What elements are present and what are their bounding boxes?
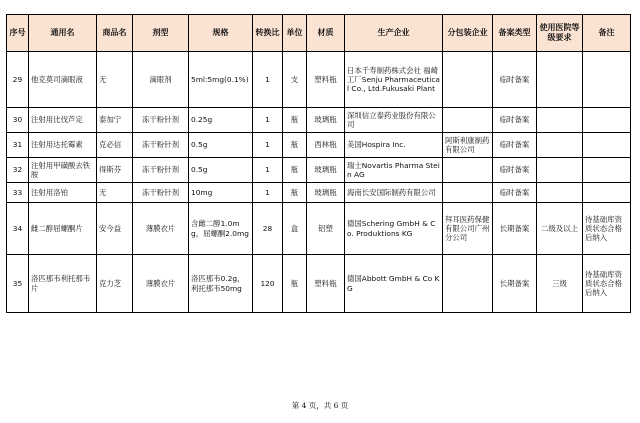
cell-no: 35 [7,255,29,313]
cell-generic-name: 注射用洛铂 [29,183,97,203]
cell-manufacturer: 深圳信立泰药业股份有限公司 [345,108,443,133]
header-conversion-ratio: 转换比 [253,15,283,52]
cell-unit: 支 [283,52,307,108]
cell-unit: 瓶 [283,183,307,203]
cell-no: 34 [7,203,29,255]
cell-packager [443,183,493,203]
cell-generic-name: 注射用达托霉素 [29,133,97,158]
cell-conversion-ratio: 1 [253,158,283,183]
cell-generic-name: 注射用甲磺酸去铁胺 [29,158,97,183]
cell-filing-type: 长期备案 [493,203,537,255]
cell-specification: 0.5g [189,158,253,183]
cell-material: 玻璃瓶 [307,108,345,133]
cell-conversion-ratio: 28 [253,203,283,255]
cell-no: 29 [7,52,29,108]
drug-filing-table-container [6,14,631,313]
cell-generic-name: 注射用比伐芦定 [29,108,97,133]
cell-hospital-level [537,108,583,133]
cell-dosage-form: 薄膜衣片 [133,203,189,255]
cell-specification: 含雌二醇1.0mg，屈螺酮2.0mg [189,203,253,255]
cell-generic-name: 他克莫司滴眼液 [29,52,97,108]
drug-filing-table [6,14,631,313]
header-material: 材质 [307,15,345,52]
cell-specification: 0.25g [189,108,253,133]
cell-dosage-form: 冻干粉针剂 [133,183,189,203]
cell-specification: 0.5g [189,133,253,158]
cell-specification: 5ml:5mg(0.1%) [189,52,253,108]
cell-conversion-ratio: 1 [253,108,283,133]
cell-unit: 瓶 [283,133,307,158]
cell-packager [443,108,493,133]
cell-brand-name: 无 [97,52,133,108]
cell-dosage-form: 滴眼剂 [133,52,189,108]
cell-remarks: 待基础库资质状态合格后纳入 [583,255,631,313]
header-no: 序号 [7,15,29,52]
cell-generic-name: 雌二醇屈螺酮片 [29,203,97,255]
cell-hospital-level [537,133,583,158]
cell-brand-name: 克力芝 [97,255,133,313]
cell-specification: 洛匹那韦0.2g，利托那韦50mg [189,255,253,313]
cell-filing-type: 长期备案 [493,255,537,313]
cell-no: 33 [7,183,29,203]
table-header-row [7,15,631,52]
cell-remarks: 待基础库资质状态合格后纳入 [583,203,631,255]
header-unit: 单位 [283,15,307,52]
table-row [7,52,631,108]
table-row [7,203,631,255]
cell-dosage-form: 冻干粉针剂 [133,133,189,158]
cell-filing-type: 临时备案 [493,108,537,133]
cell-manufacturer: 德国Abbott GmbH & Co KG [345,255,443,313]
cell-conversion-ratio: 120 [253,255,283,313]
cell-no: 30 [7,108,29,133]
page-number-footer: 第 4 页，共 6 页 [291,401,349,410]
cell-brand-name: 安今益 [97,203,133,255]
table-row [7,133,631,158]
cell-conversion-ratio: 1 [253,52,283,108]
cell-packager [443,255,493,313]
cell-conversion-ratio: 1 [253,133,283,158]
cell-brand-name: 无 [97,183,133,203]
header-hospital-level: 使用医院等级要求 [537,15,583,52]
cell-packager [443,158,493,183]
cell-remarks [583,52,631,108]
cell-filing-type: 临时备案 [493,158,537,183]
cell-no: 32 [7,158,29,183]
cell-packager [443,52,493,108]
cell-generic-name: 洛匹那韦利托那韦片 [29,255,97,313]
header-filing-type: 备案类型 [493,15,537,52]
cell-filing-type: 临时备案 [493,183,537,203]
cell-manufacturer: 美国Hospira Inc. [345,133,443,158]
cell-filing-type: 临时备案 [493,52,537,108]
cell-unit: 瓶 [283,108,307,133]
header-brand-name: 商品名 [97,15,133,52]
cell-remarks [583,183,631,203]
cell-packager: 阿斯利康制药有限公司 [443,133,493,158]
cell-brand-name: 泰加宁 [97,108,133,133]
cell-conversion-ratio: 1 [253,183,283,203]
cell-dosage-form: 冻干粉针剂 [133,158,189,183]
cell-material: 塑料瓶 [307,255,345,313]
cell-material: 西林瓶 [307,133,345,158]
header-specification: 规格 [189,15,253,52]
cell-material: 玻璃瓶 [307,158,345,183]
cell-unit: 瓶 [283,158,307,183]
header-manufacturer: 生产企业 [345,15,443,52]
cell-material: 铝塑 [307,203,345,255]
cell-dosage-form: 冻干粉针剂 [133,108,189,133]
cell-material: 玻璃瓶 [307,183,345,203]
cell-hospital-level: 二级及以上 [537,203,583,255]
cell-brand-name: 得斯芬 [97,158,133,183]
table-row [7,108,631,133]
table-row [7,158,631,183]
cell-specification: 10mg [189,183,253,203]
cell-hospital-level [537,52,583,108]
table-row [7,255,631,313]
cell-manufacturer: 瑞士Novartis Pharma Stein AG [345,158,443,183]
cell-material: 塑料瓶 [307,52,345,108]
cell-manufacturer: 海南长安国际制药有限公司 [345,183,443,203]
cell-no: 31 [7,133,29,158]
cell-filing-type: 临时备案 [493,133,537,158]
cell-manufacturer: 日本千寿制药株式会社 福崎工厂Senju Pharmaceutical Co., Ltd.Fukusaki Plant [345,52,443,108]
cell-hospital-level [537,183,583,203]
cell-hospital-level: 三级 [537,255,583,313]
header-packager: 分包装企业 [443,15,493,52]
cell-remarks [583,108,631,133]
header-dosage-form: 剂型 [133,15,189,52]
cell-dosage-form: 薄膜衣片 [133,255,189,313]
cell-brand-name: 克必信 [97,133,133,158]
cell-unit: 盒 [283,203,307,255]
header-remarks: 备注 [583,15,631,52]
cell-manufacturer: 德国Schering GmbH & Co. Produktions KG [345,203,443,255]
cell-remarks [583,133,631,158]
header-generic-name: 通用名 [29,15,97,52]
table-row [7,183,631,203]
cell-unit: 瓶 [283,255,307,313]
cell-packager: 拜耳医药保健有限公司广州分公司 [443,203,493,255]
cell-hospital-level [537,158,583,183]
cell-remarks [583,158,631,183]
